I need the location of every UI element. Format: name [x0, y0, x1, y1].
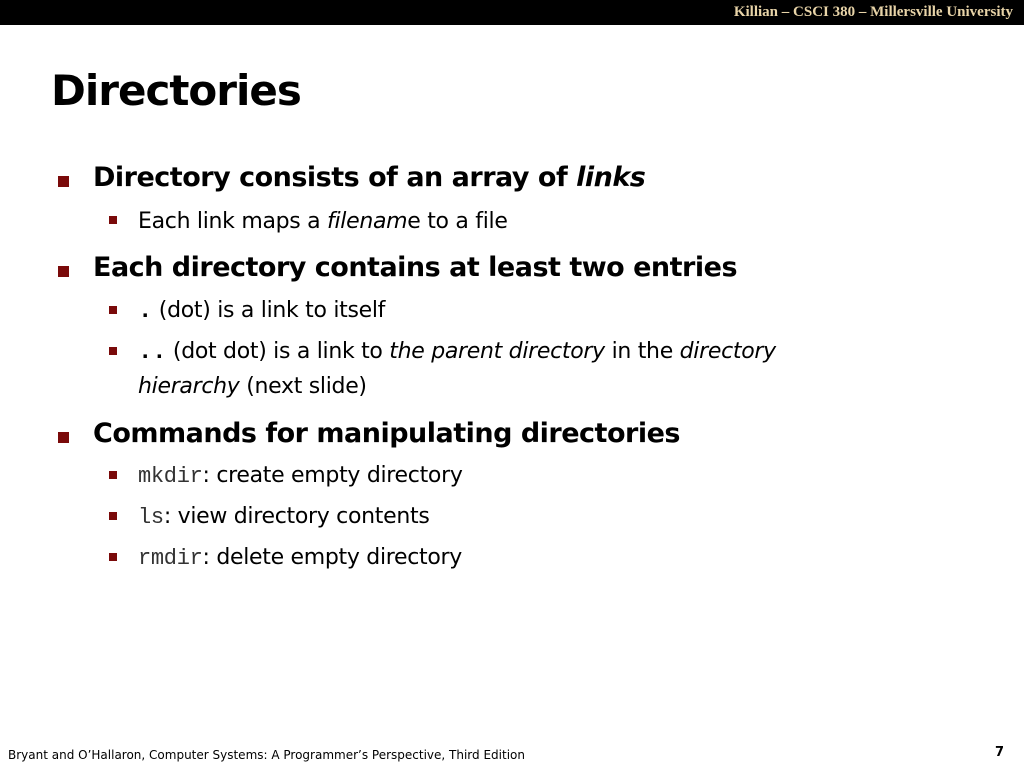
sub-bullet-square-icon [109, 347, 117, 355]
course-header-text: Killian – CSCI 380 – Millersville University [733, 4, 1013, 20]
bullet-3-sub-1: mkdir: create empty directory [138, 463, 463, 489]
bullet-square-icon [58, 432, 69, 443]
sub-bullet-square-icon [109, 216, 117, 224]
code-ls: ls [138, 505, 164, 530]
bullet-2: Each directory contains at least two entries [93, 252, 738, 283]
code-rmdir: rmdir [138, 546, 203, 571]
footer-citation: Bryant and O’Hallaron, Computer Systems: A Programmer’s Perspective, Third Edition [8, 748, 525, 762]
bullet-3-sub-3: rmdir: delete empty directory [138, 545, 463, 571]
emphasis-links: links [576, 162, 646, 193]
sub-bullet-square-icon [109, 512, 117, 520]
sub-bullet-square-icon [109, 553, 117, 561]
bullet-3-sub-2: ls: view directory contents [138, 504, 430, 530]
bullet-square-icon [58, 266, 69, 277]
bullet-3: Commands for manipulating directories [93, 418, 680, 449]
code-dot: . [138, 298, 153, 325]
bullet-2-sub-1: . (dot) is a link to itself [138, 298, 386, 325]
header-bar [0, 0, 1024, 25]
bullet-2-sub-2-continued: hierarchy (next slide) [138, 374, 367, 399]
code-dot-dot: .. [138, 339, 167, 366]
slide-title: Directories [51, 66, 301, 115]
bullet-square-icon [58, 176, 69, 187]
page-number: 7 [994, 745, 1004, 760]
sub-bullet-square-icon [109, 306, 117, 314]
bullet-1: Directory consists of an array of links [93, 162, 646, 193]
bullet-1-sub-1: Each link maps a filename to a file [138, 209, 508, 234]
code-mkdir: mkdir [138, 464, 203, 489]
bullet-2-sub-2: .. (dot dot) is a link to the parent directory in the directory [138, 339, 776, 366]
sub-bullet-square-icon [109, 471, 117, 479]
